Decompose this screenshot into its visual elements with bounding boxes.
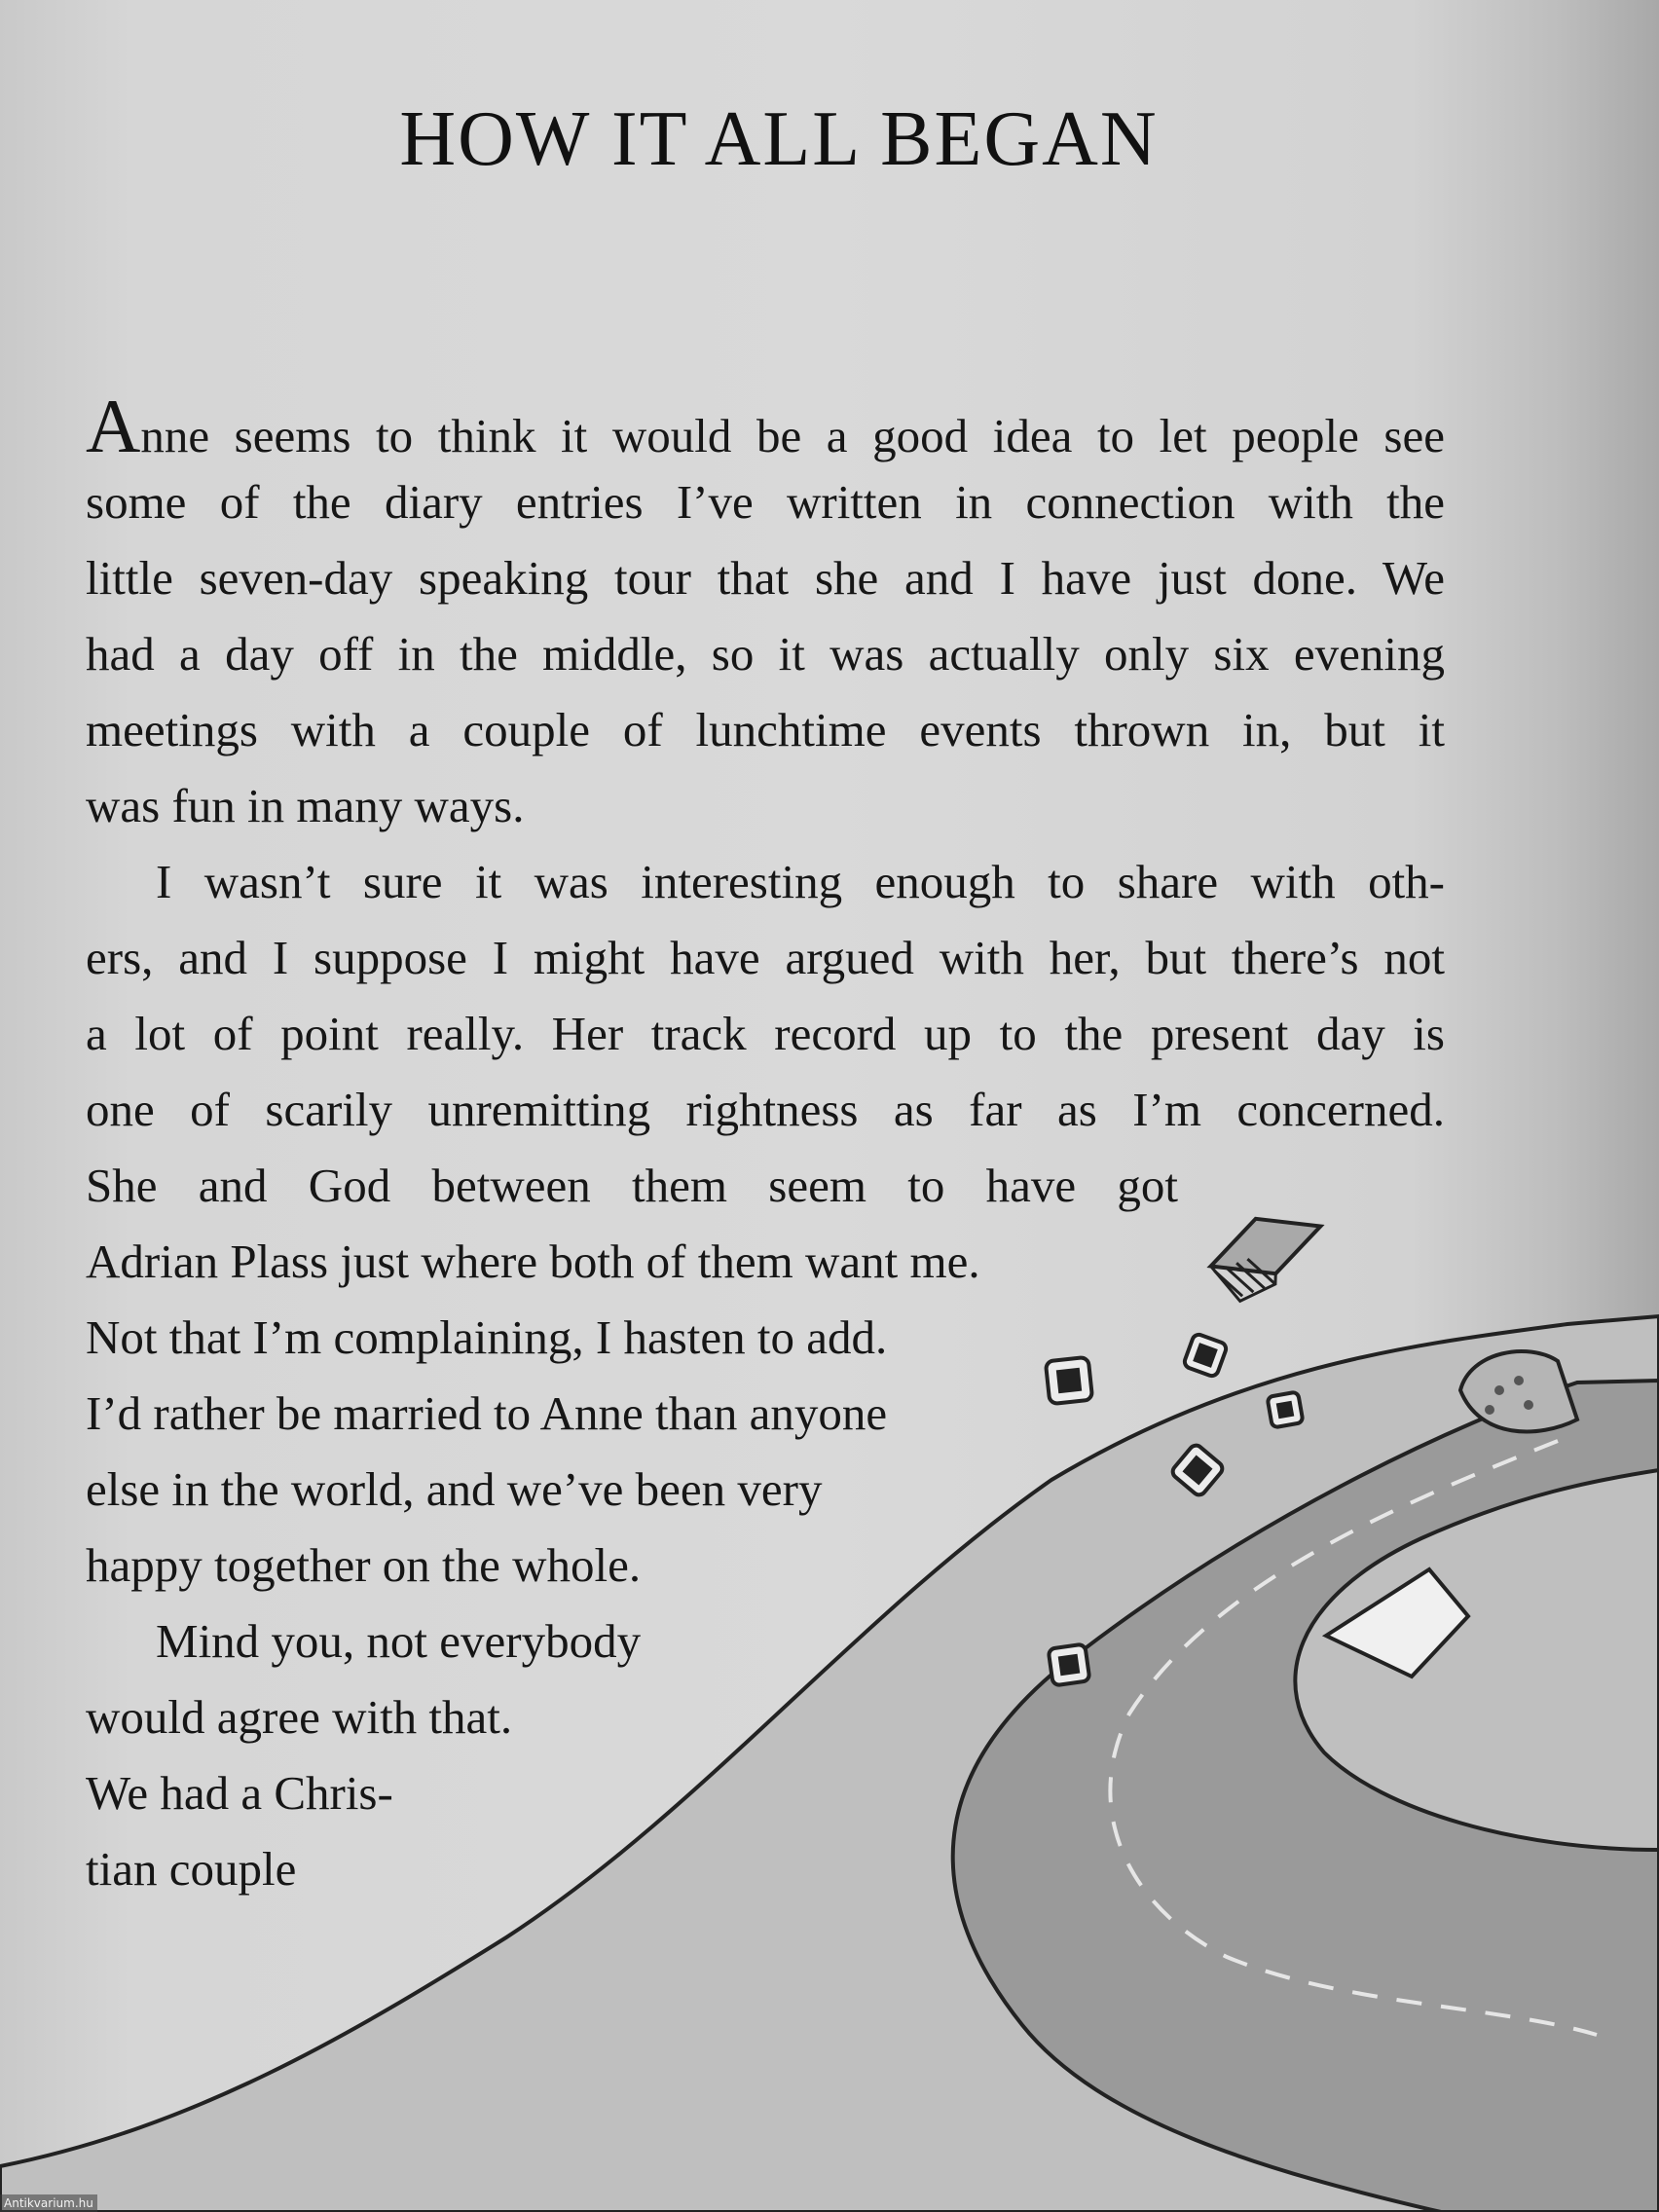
drop-cap: A bbox=[86, 384, 141, 468]
body-line-16: happy together on the whole. bbox=[86, 1538, 642, 1592]
body-line-5: meetings with a couple of lunchtime events thrown in, but it bbox=[86, 703, 1445, 756]
body-line-3: little seven-day speaking tour that she and I have just done. We bbox=[86, 551, 1445, 605]
body-line-7: I wasn’t sure it was interesting enough to share with oth- bbox=[156, 855, 1445, 908]
chapter-title: HOW IT ALL BEGAN bbox=[399, 96, 1159, 182]
body-line-9: a lot of point really. Her track record up to the present day is bbox=[86, 1007, 1445, 1060]
body-line-14: I’d rather be married to Anne than anyone bbox=[86, 1386, 888, 1440]
body-line-1 bbox=[86, 384, 1445, 468]
watermark-credit: Antikvarium.hu bbox=[0, 2194, 97, 2212]
stone-5 bbox=[1049, 1644, 1090, 1686]
body-line-20: tian couple bbox=[86, 1842, 297, 1896]
body-line-2: some of the diary entries I’ve written in connection with the bbox=[86, 475, 1445, 529]
body-line-15: else in the world, and we’ve been very bbox=[86, 1462, 823, 1516]
body-line-8: ers, and I suppose I might have argued with her, but there’s not bbox=[86, 931, 1445, 984]
stone-3 bbox=[1267, 1391, 1303, 1427]
body-line-10: one of scarily unremitting rightness as far as I’m concerned. bbox=[86, 1083, 1445, 1136]
body-line-12: Adrian Plass just where both of them want me. bbox=[86, 1235, 980, 1288]
body-line-17: Mind you, not everybody bbox=[156, 1614, 642, 1668]
body-line-19: We had a Chris- bbox=[86, 1766, 393, 1820]
body-line-6: was fun in many ways. bbox=[86, 779, 525, 832]
stone-1 bbox=[1046, 1357, 1092, 1404]
body-line-1-text: nne seems to think it would be a good idea to let people see bbox=[140, 409, 1445, 462]
body-line-11: She and God between them seem to have got bbox=[86, 1159, 1178, 1212]
body-line-18: would agree with that. bbox=[86, 1690, 513, 1744]
stone-2 bbox=[1183, 1333, 1228, 1378]
flying-book bbox=[1200, 1198, 1335, 1307]
body-line-13: Not that I’m complaining, I hasten to add. bbox=[86, 1310, 888, 1364]
body-line-4: had a day off in the middle, so it was actually only six evening bbox=[86, 627, 1445, 681]
